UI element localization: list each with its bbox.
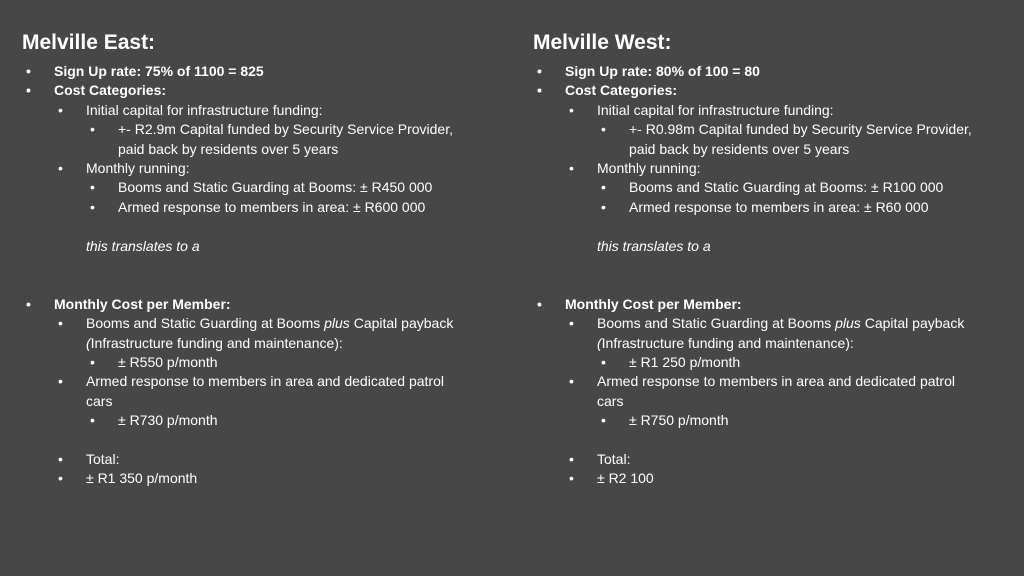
west-booms-payback-item	[533, 314, 1013, 353]
bullet: •	[58, 373, 63, 390]
bullet: •	[601, 412, 606, 429]
bullet: •	[537, 63, 542, 79]
west-total-label-item	[533, 450, 1013, 469]
west-armed-patrol-item	[533, 372, 1013, 411]
west-monthly-running-text: Monthly running:	[597, 160, 701, 177]
bullet: •	[537, 295, 542, 312]
east-booms-payback-item	[22, 314, 502, 353]
east-booms-cost-item	[22, 353, 502, 372]
bullet: •	[58, 451, 63, 468]
east-capital-line1: +- R2.9m Capital funded by Security Service Provider,	[118, 121, 453, 138]
bullet: •	[601, 179, 606, 196]
west-total-label: Total:	[597, 451, 631, 468]
east-armed-cost-text: ± R730 p/month	[118, 412, 218, 429]
melville-east-column	[22, 30, 502, 489]
east-cost-categories-text: Cost Categories:	[54, 82, 167, 99]
east-translates-text: this translates to a	[86, 237, 200, 254]
west-booms-item	[533, 178, 1013, 197]
bullet: •	[569, 315, 574, 332]
east-initial-capital-text: Initial capital for infrastructure funding:	[86, 101, 323, 118]
west-translates-text: this translates to a	[597, 237, 711, 254]
east-armed-patrol-item	[22, 372, 502, 411]
east-total-value-item	[22, 469, 502, 488]
east-capital-item	[22, 120, 502, 159]
west-booms-cost-item	[533, 353, 1013, 372]
bullet: •	[58, 470, 63, 487]
east-capital-line2: paid back by residents over 5 years	[118, 140, 339, 157]
east-infra-text: Infrastructure funding and maintenance):	[90, 334, 343, 351]
east-monthly-cost-text: Monthly Cost per Member:	[54, 295, 231, 312]
bullet: •	[569, 101, 574, 118]
east-armed-text: Armed response to members in area: ± R600 000	[118, 198, 426, 215]
bullet: •	[601, 198, 606, 215]
west-monthly-cost-item	[533, 295, 1013, 314]
west-signup-item	[533, 62, 1013, 81]
west-infra-text: Infrastructure funding and maintenance):	[601, 334, 854, 351]
east-initial-capital-item	[22, 101, 502, 120]
bullet: •	[601, 121, 606, 138]
east-cost-categories-item	[22, 81, 502, 100]
west-armed-patrol-1: Armed response to members in area and dedicated patrol	[597, 373, 955, 390]
west-plus-text: plus	[835, 315, 861, 332]
bullet: •	[537, 82, 542, 99]
bullet: •	[58, 101, 63, 118]
bullet: •	[26, 295, 31, 312]
east-plus-text: plus	[324, 315, 350, 332]
east-armed-patrol-1: Armed response to members in area and dedicated patrol	[86, 373, 444, 390]
west-armed-cost-text: ± R750 p/month	[629, 412, 729, 429]
bullet: •	[601, 354, 606, 371]
east-title: Melville East:	[22, 31, 156, 54]
east-total-label-item	[22, 450, 502, 469]
bullet: •	[90, 354, 95, 371]
east-monthly-cost-item	[22, 295, 502, 314]
west-total-value-item	[533, 469, 1013, 488]
west-initial-capital-text: Initial capital for infrastructure funding:	[597, 101, 834, 118]
east-total-value: ± R1 350 p/month	[86, 470, 198, 487]
west-paren: (	[597, 334, 602, 351]
east-total-label: Total:	[86, 451, 120, 468]
west-booms-text: Booms and Static Guarding at Booms: ± R100 000	[629, 179, 944, 196]
bullet: •	[58, 315, 63, 332]
east-signup-item	[22, 62, 502, 81]
west-armed-text: Armed response to members in area: ± R60 000	[629, 198, 929, 215]
west-capital-line2: paid back by residents over 5 years	[629, 140, 850, 157]
west-booms-payback-b: Capital payback	[860, 315, 965, 332]
west-title: Melville West:	[533, 31, 672, 54]
west-total-value: ± R2 100	[597, 470, 654, 487]
east-booms-text: Booms and Static Guarding at Booms: ± R450 000	[118, 179, 433, 196]
east-monthly-running-text: Monthly running:	[86, 160, 190, 177]
bullet: •	[26, 63, 31, 79]
west-armed-patrol-2: cars	[597, 392, 624, 409]
east-booms-item	[22, 178, 502, 197]
bullet: •	[90, 198, 95, 215]
east-armed-cost-item	[22, 411, 502, 430]
west-capital-item	[533, 120, 1013, 159]
west-initial-capital-item	[533, 101, 1013, 120]
west-armed-item	[533, 198, 1013, 217]
bullet: •	[58, 160, 63, 177]
east-monthly-running-item	[22, 159, 502, 178]
east-armed-item	[22, 198, 502, 217]
bullet: •	[569, 160, 574, 177]
east-booms-payback-a: Booms and Static Guarding at Booms	[86, 315, 325, 332]
east-booms-payback-b: Capital payback	[349, 315, 454, 332]
west-monthly-cost-text: Monthly Cost per Member:	[565, 295, 742, 312]
bullet: •	[26, 82, 31, 99]
west-monthly-running-item	[533, 159, 1013, 178]
east-armed-patrol-2: cars	[86, 392, 113, 409]
west-armed-cost-item	[533, 411, 1013, 430]
bullet: •	[90, 412, 95, 429]
bullet: •	[569, 451, 574, 468]
west-cost-categories-item	[533, 81, 1013, 100]
bullet: •	[569, 373, 574, 390]
east-booms-cost-text: ± R550 p/month	[118, 354, 218, 371]
west-booms-payback-a: Booms and Static Guarding at Booms	[597, 315, 836, 332]
west-capital-line1: +- R0.98m Capital funded by Security Service Provider,	[629, 121, 972, 138]
bullet: •	[569, 470, 574, 487]
west-cost-categories-text: Cost Categories:	[565, 82, 678, 99]
bullet: •	[90, 179, 95, 196]
melville-west-column	[533, 30, 1013, 489]
west-signup-text: Sign Up rate: 80% of 100 = 80	[565, 63, 760, 79]
east-signup-text: Sign Up rate: 75% of 1100 = 825	[54, 63, 264, 79]
west-booms-cost-text: ± R1 250 p/month	[629, 354, 741, 371]
bullet: •	[90, 121, 95, 138]
east-paren: (	[86, 334, 91, 351]
